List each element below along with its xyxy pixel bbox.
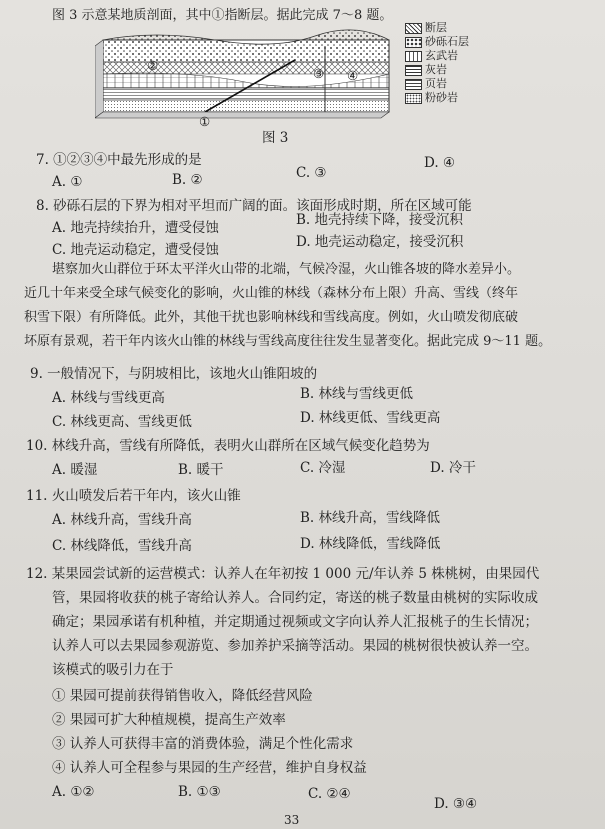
legend-shale: 页岩 [405, 78, 447, 90]
passage-line-1: 堪察加火山群位于环太平洋火山带的北端，气候冷湿，火山锥各坡的降水差异小。 [52, 262, 521, 277]
page-number: 33 [284, 813, 300, 827]
legend-siltstone: 粉砂岩 [405, 92, 458, 104]
legend-basalt: 玄武岩 [405, 50, 458, 62]
q12-line-4: 认养人可以去果园参观游览、参加养护采摘等活动。果园的桃树很快被认养一空。 [52, 638, 538, 654]
legend-limestone: 灰岩 [405, 64, 447, 76]
shale-swatch-icon [405, 79, 422, 90]
q7-stem: 7. ①②③④中最先形成的是 [36, 152, 202, 168]
geologic-section-figure [95, 22, 505, 132]
q9-option-d[interactable]: D. 林线更低、雪线更高 [300, 410, 441, 426]
q8-option-b[interactable]: B. 地壳持续下降，接受沉积 [296, 212, 464, 228]
q9-option-c[interactable]: C. 林线更高、雪线更低 [52, 414, 192, 430]
fault-swatch-icon [405, 23, 422, 34]
q11-option-a[interactable]: A. 林线升高，雪线升高 [52, 512, 192, 528]
q11-option-c[interactable]: C. 林线降低，雪线升高 [52, 538, 192, 554]
q7-option-d[interactable]: D. ④ [424, 155, 456, 171]
q10-option-a[interactable]: A. 暖湿 [52, 462, 98, 478]
q11-option-b[interactable]: B. 林线升高，雪线降低 [300, 510, 441, 526]
q12-item-3: ③ 认养人可获得丰富的消费体验，满足个性化需求 [52, 736, 354, 752]
mark-1: ① [199, 114, 211, 129]
q10-option-d[interactable]: D. 冷干 [430, 460, 476, 476]
passage-line-3: 积雪下限）有所降低。此外，其他干扰也影响林线和雪线高度。例如，火山喷发彻底破 [24, 310, 519, 325]
basalt-swatch-icon [405, 51, 422, 62]
passage-line-2: 近几十年来受全球气候变化的影响，火山锥的林线（森林分布上限）升高、雪线（终年 [24, 286, 519, 301]
q12-line-5: 该模式的吸引力在于 [52, 662, 174, 678]
q11-option-d[interactable]: D. 林线降低，雪线降低 [300, 536, 441, 552]
legend-gravel: 砂砾石层 [405, 36, 469, 48]
passage-line-4: 坏原有景观，若干年内该火山锥的林线与雪线高度往往发生显著变化。据此完成 9～11 题。 [24, 334, 552, 349]
mark-4: ④ [347, 68, 359, 83]
legend-fault: 断层 [405, 22, 447, 34]
q12-option-d[interactable]: D. ③④ [434, 796, 478, 812]
q9-option-a[interactable]: A. 林线与雪线更高 [52, 390, 165, 406]
q10-stem: 10. 林线升高，雪线有所降低，表明火山群所在区域气候变化趋势为 [26, 438, 430, 454]
q7-option-a[interactable]: A. ① [52, 174, 83, 190]
q10-option-c[interactable]: C. 冷湿 [300, 460, 346, 476]
q7-option-c[interactable]: C. ③ [296, 165, 327, 181]
q11-stem: 11. 火山喷发后若干年内，该火山锥 [26, 488, 241, 504]
mark-3: ③ [313, 66, 325, 81]
siltstone-swatch-icon [405, 93, 422, 104]
mark-2: ② [147, 58, 159, 73]
q8-option-c[interactable]: C. 地壳运动稳定，遭受侵蚀 [52, 242, 219, 258]
q12-line-2: 管，果园将收获的桃子寄给认养人。合同约定，寄送的桃子数量由桃树的实际收成 [52, 590, 538, 606]
q12-option-b[interactable]: B. ①③ [178, 784, 221, 800]
gravel-swatch-icon [405, 37, 422, 48]
q12-line-1: 12. 某果园尝试新的运营模式：认养人在年初按 1 000 元/年认养 5 株桃树，由果园代 [26, 566, 540, 582]
q12-item-4: ④ 认养人可全程参与果园的生产经营，维护自身权益 [52, 760, 367, 776]
q12-item-1: ① 果园可提前获得销售收入，降低经营风险 [52, 688, 313, 704]
q12-item-2: ② 果园可扩大种植规模，提高生产效率 [52, 712, 286, 728]
q8-stem: 8. 砂砾石层的下界为相对平坦而广阔的面。该面形成时期，所在区域可能 [36, 198, 472, 214]
q8-option-a[interactable]: A. 地壳持续抬升，遭受侵蚀 [52, 220, 219, 236]
limestone-swatch-icon [405, 65, 422, 76]
q7-option-b[interactable]: B. ② [172, 172, 203, 188]
q9-option-b[interactable]: B. 林线与雪线更低 [300, 386, 414, 402]
q12-option-a[interactable]: A. ①② [52, 784, 95, 800]
q8-option-d[interactable]: D. 地壳运动稳定，接受沉积 [296, 234, 464, 250]
q12-option-c[interactable]: C. ②④ [308, 786, 351, 802]
figure-intro: 图 3 示意某地质剖面，其中①指断层。据此完成 7～8 题。 [52, 8, 393, 23]
q10-option-b[interactable]: B. 暖干 [178, 462, 224, 478]
figure-caption: 图 3 [262, 130, 289, 146]
q12-line-3: 确定；果园承诺有机种植，并定期通过视频或文字向认养人汇报桃子的生长情况； [52, 614, 538, 630]
q9-stem: 9. 一般情况下，与阴坡相比，该地火山锥阳坡的 [30, 366, 318, 382]
